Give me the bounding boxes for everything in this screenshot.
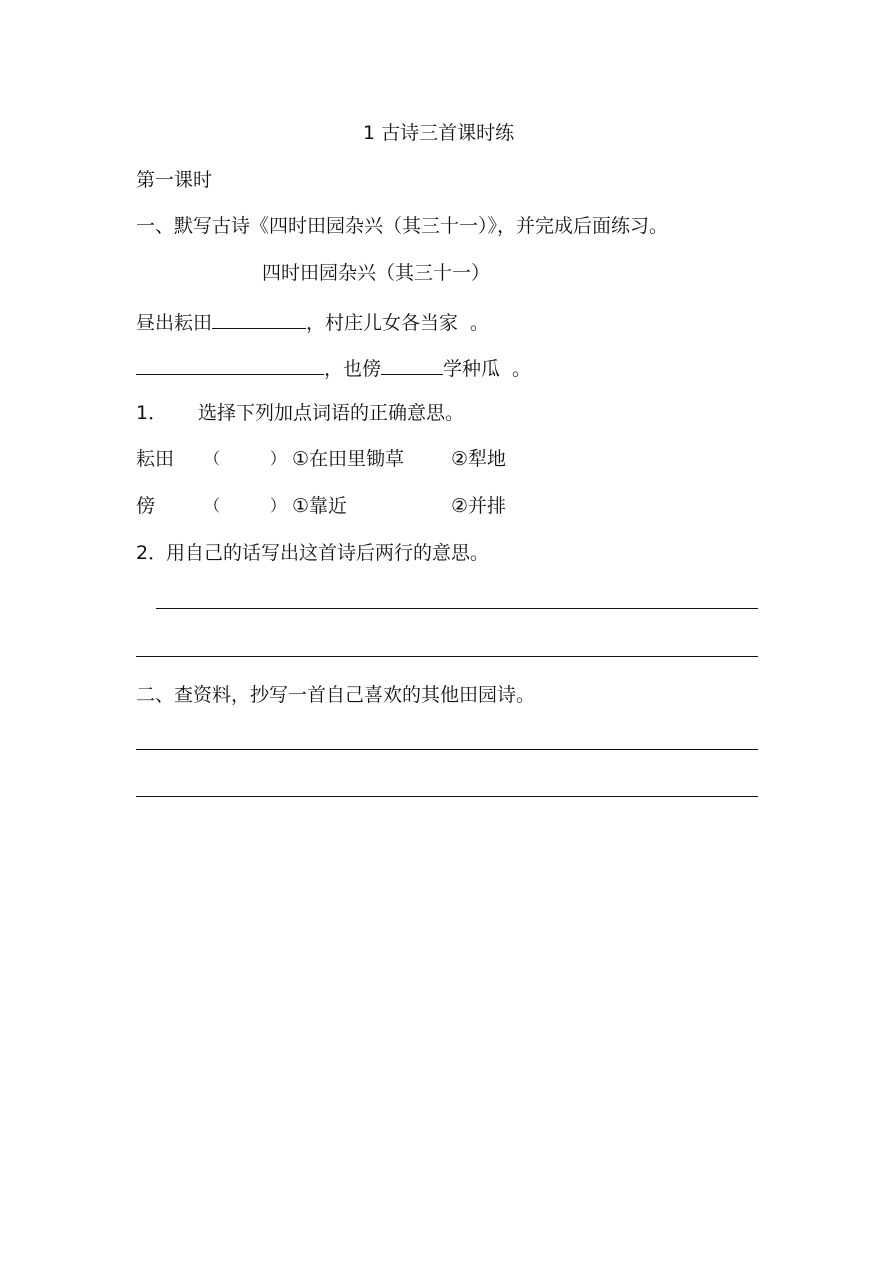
- q2-text: 用自己的话写出这首诗后两行的意思。: [166, 542, 490, 564]
- q1-row-1-word: 耘田: [136, 448, 175, 470]
- poem-line-2-end: 。: [512, 358, 532, 380]
- q1-row-2-answer[interactable]: [222, 494, 270, 518]
- poem-line-2-mid: ，也傍: [324, 358, 382, 380]
- fill-blank-1[interactable]: [212, 308, 306, 329]
- poem-line-1-rest: ，村庄儿女各当家: [306, 312, 459, 334]
- section1-heading: 一、默写古诗《四时田园杂兴（其三十一）》，并完成后面练习。: [136, 215, 669, 237]
- q2-answer-line-1[interactable]: [156, 608, 758, 609]
- poem-line-1-start: 昼出耘田: [136, 312, 213, 334]
- section2-answer-line-2[interactable]: [136, 796, 758, 797]
- q2-number: 2．: [136, 542, 168, 564]
- q1-row-1-paren-open: （: [204, 449, 221, 468]
- q1-row-2-word: 傍: [136, 495, 156, 517]
- q1-row-2-paren-open: （: [204, 496, 221, 515]
- poem-line-1: [136, 308, 489, 335]
- poem-line-2: [136, 354, 531, 381]
- q1-text: 选择下列加点词语的正确意思。: [198, 402, 465, 424]
- q1-row-2-paren-close: ）: [270, 496, 287, 515]
- lesson-label: 第一课时: [136, 169, 213, 191]
- section2-heading: 二、查资料，抄写一首自己喜欢的其他田园诗。: [136, 684, 536, 706]
- q1-row-1-option-1: ①在田里锄草: [292, 448, 405, 470]
- section2-answer-line-1[interactable]: [136, 749, 758, 750]
- fill-blank-3[interactable]: [381, 354, 443, 375]
- q2-answer-line-2[interactable]: [136, 656, 758, 657]
- page-title: 1 古诗三首课时练: [363, 122, 515, 144]
- q1-number: 1．: [136, 402, 168, 424]
- q1-row-2-option-1: ①靠近: [292, 495, 348, 517]
- fill-blank-2[interactable]: [136, 354, 324, 375]
- poem-title: 四时田园杂兴（其三十一）: [262, 262, 491, 284]
- q1-row-1-paren-close: ）: [270, 449, 287, 468]
- q1-row-1-option-2: ②犁地: [451, 448, 507, 470]
- q1-row-1-answer[interactable]: [222, 447, 270, 471]
- poem-line-2-rest: 学种瓜: [443, 358, 501, 380]
- q1-row-2-option-2: ②并排: [451, 495, 507, 517]
- poem-line-1-end: 。: [470, 312, 490, 334]
